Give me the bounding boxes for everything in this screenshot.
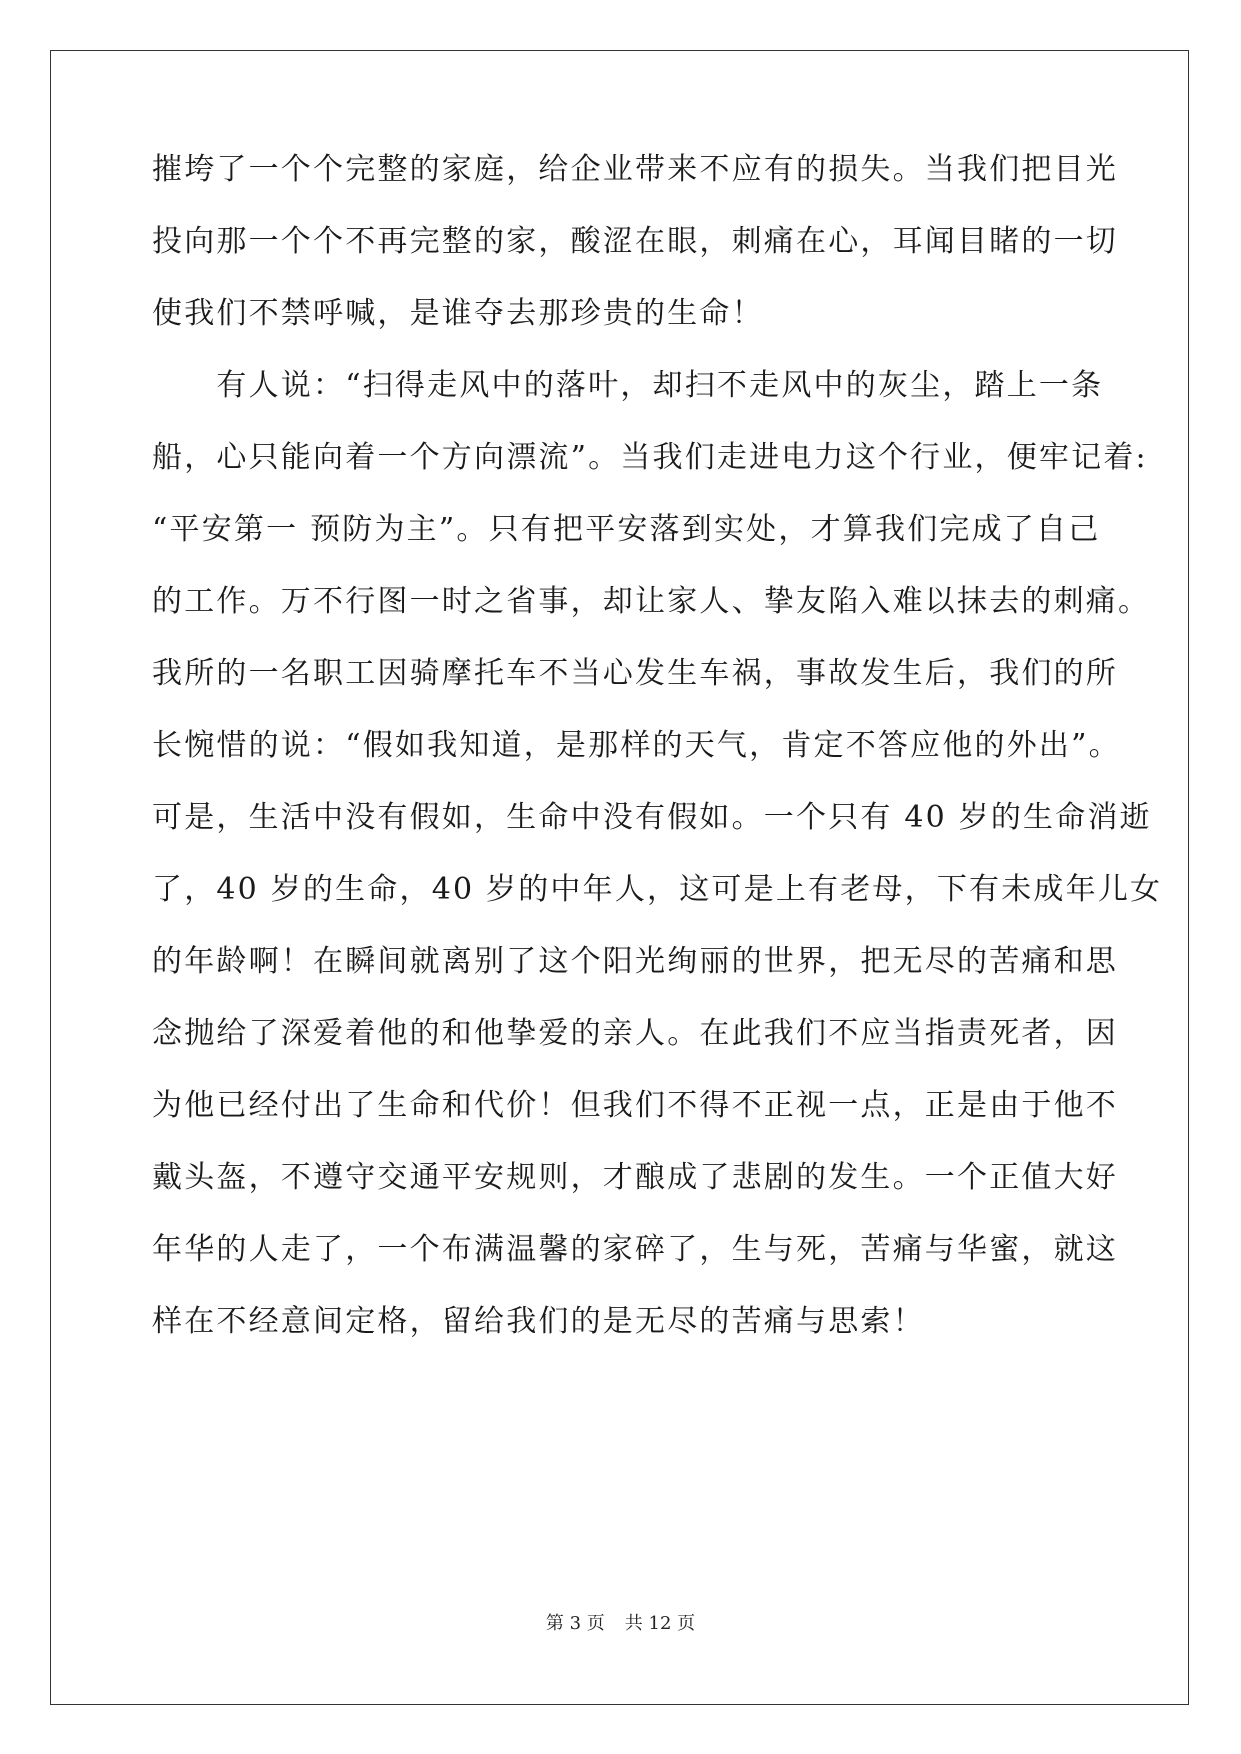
text-line: 年华的人走了，一个布满温馨的家碎了，生与死，苦痛与华蜜，就这 xyxy=(152,1232,1118,1267)
text-line: 了，40 岁的生命，40 岁的中年人，这可是上有老母，下有未成年儿女 xyxy=(152,872,1163,907)
text-line: 使我们不禁呼喊，是谁夺去那珍贵的生命！ xyxy=(152,296,764,331)
page-number: 第 3 页 xyxy=(545,1613,605,1634)
page-footer xyxy=(0,1612,1241,1636)
text-line: 摧垮了一个个完整的家庭，给企业带来不应有的损失。当我们把目光 xyxy=(152,152,1118,187)
text-line: 可是，生活中没有假如，生命中没有假如。一个只有 40 岁的生命消逝 xyxy=(152,800,1152,835)
text-line: “平安第一 预防为主”。只有把平安落到实处，才算我们完成了自己 xyxy=(152,512,1101,547)
page-total: 共 12 页 xyxy=(624,1613,696,1634)
text-line: 投向那一个个不再完整的家，酸涩在眼，刺痛在心，耳闻目睹的一切 xyxy=(152,224,1118,259)
text-line: 的工作。万不行图一时之省事，却让家人、挚友陷入难以抹去的刺痛。 xyxy=(152,584,1151,619)
text-line: 样在不经意间定格，留给我们的是无尽的苦痛与思索！ xyxy=(152,1304,925,1339)
text-line: 有人说：“扫得走风中的落叶，却扫不走风中的灰尘，踏上一条 xyxy=(152,368,1104,403)
text-line: 戴头盔，不遵守交通平安规则，才酿成了悲剧的发生。一个正值大好 xyxy=(152,1160,1118,1195)
text-line: 为他已经付出了生命和代价！但我们不得不正视一点，正是由于他不 xyxy=(152,1088,1118,1123)
text-line: 船，心只能向着一个方向漂流”。当我们走进电力这个行业，便牢记着: xyxy=(152,440,1148,475)
text-line: 长惋惜的说：“假如我知道，是那样的天气，肯定不答应他的外出”。 xyxy=(152,728,1121,763)
text-line: 我所的一名职工因骑摩托车不当心发生车祸，事故发生后，我们的所 xyxy=(152,656,1118,691)
text-line: 念抛给了深爱着他的和他挚爱的亲人。在此我们不应当指责死者，因 xyxy=(152,1016,1118,1051)
text-line: 的年龄啊！在瞬间就离别了这个阳光绚丽的世界，把无尽的苦痛和思 xyxy=(152,944,1118,979)
